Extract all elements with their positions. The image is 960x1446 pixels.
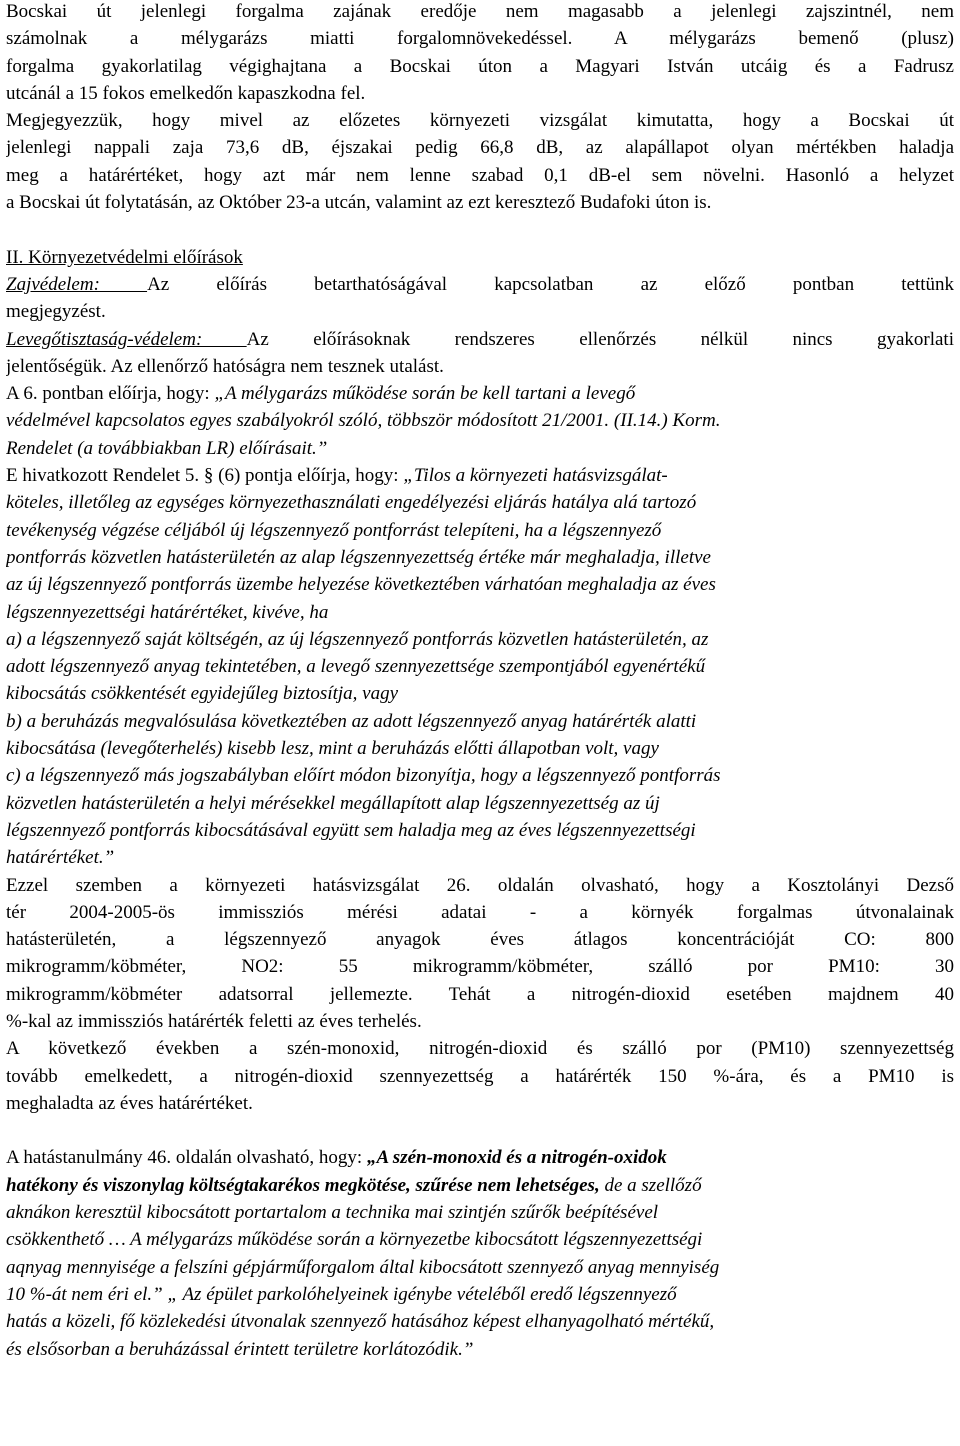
noise-protection-line — [6, 271, 954, 298]
quote-line: határértéket.” — [6, 847, 115, 869]
point-6-line — [6, 380, 954, 407]
decree-quote-block — [6, 489, 954, 871]
text-line: forgalma gyakorlatilag végighajtana a Bocskai úton a Magyari István utcáig és a Fadrusz — [6, 55, 954, 77]
text-line: %-kal az immissziós határérték feletti az éves terhelés. — [6, 1010, 422, 1032]
impact-study-quote: „A szén-monoxid és a nitrogén-oxidok — [366, 1147, 667, 1169]
quote-line: Rendelet (a továbbiakban LR) előírásait.” — [6, 437, 328, 459]
air-quality-label: Levegőtisztaság-védelem: — [6, 328, 247, 350]
text-line: meghaladta az éves határértéket. — [6, 1092, 253, 1114]
quote-line: a) a légszennyező saját költségén, az új légszennyező pontforrás közvetlen hatásterületén, az — [6, 628, 709, 650]
paragraph-impact-study — [6, 1144, 954, 1362]
text-line: mikrogramm/köbméter adatsorral jellemezte. Tehát a nitrogén-dioxid esetében majdnem 40 — [6, 983, 954, 1005]
paragraph-gap — [6, 1117, 954, 1144]
impact-study-quote-cont: de a szellőző — [599, 1174, 702, 1196]
quote-line: adott légszennyező anyag tekintetében, a levegő szennyezettsége szempontjából egyenértékű — [6, 656, 706, 678]
quote-line: köteles, illetőleg az egységes környezethasználati engedélyezési eljárás hatálya alá tartozó — [6, 492, 697, 514]
text-line: Megjegyezzük, hogy mivel az előzetes környezeti vizsgálat kimutatta, hogy a Bocskai út — [6, 110, 954, 132]
point-6-quote: „A mélygarázs működése során be kell tartani a levegő — [214, 383, 636, 405]
quote-line: közvetlen hatásterületén a helyi mérésekkel megállapított alap légszennyezettség az új — [6, 792, 660, 814]
paragraph-noise-baseline — [6, 107, 954, 216]
text-line: tér 2004-2005-ös immissziós mérési adatai - a környék forgalmas útvonalainak — [6, 901, 954, 923]
quote-line: az új légszennyező pontforrás üzembe helyezése következtében várhatóan meghaladja az éves — [6, 574, 716, 596]
quote-line: kibocsátás csökkentését egyidejűleg biztosítja, vagy — [6, 683, 399, 705]
quote-line: aknákon keresztül kibocsátott portartalom a technika mai szintjén szűrők beépítésével — [6, 1202, 659, 1224]
text-line: mikrogramm/köbméter, NO2: 55 mikrogramm/köbméter, szálló por PM10: 30 — [6, 956, 954, 978]
quote-line: aqnyag mennyisége a felszíni gépjárműforgalom által kibocsátott szennyező anyag mennyiség — [6, 1256, 720, 1278]
section-environmental-rules — [6, 244, 954, 872]
noise-protection-label: Zajvédelem: — [6, 273, 148, 295]
noise-protection-text: Az előírás betarthatóságával kapcsolatban az előző pontban tettünk — [147, 273, 954, 295]
impact-study-prefix: A hatástanulmány 46. oldalán olvasható, hogy: — [6, 1147, 367, 1169]
document-page — [6, 0, 954, 1363]
quote-line: b) a beruházás megvalósulása következtében az adott légszennyező anyag határérték alatti — [6, 710, 697, 732]
impact-study-line — [6, 1144, 954, 1171]
air-quality-text: Az előírásoknak rendszeres ellenőrzés nélkül nincs gyakorlati — [246, 328, 954, 350]
text-line: megjegyzést. — [6, 301, 106, 323]
text-line: jelenlegi nappali zaja 73,6 dB, éjszakai pedig 66,8 dB, az alapállapot olyan mértékben haladja — [6, 137, 954, 159]
decree-prefix: E hivatkozott Rendelet 5. § (6) pontja előírja, hogy: — [6, 465, 404, 487]
quote-line: kibocsátása (levegőterhelés) kisebb lesz, mint a beruházás előtti állapotban volt, vagy — [6, 738, 659, 760]
paragraph-pollution-increase — [6, 1035, 954, 1117]
decree-quote: „Tilos a környezeti hatásvizsgálat- — [403, 465, 668, 487]
quote-line: 10 %-át nem éri el.” „ Az épület parkolóhelyeinek igénybe vételéből eredő légszennyező — [6, 1283, 677, 1305]
quote-line: és elsősorban a beruházással érintett területre korlátozódik.” — [6, 1338, 474, 1360]
quote-line: tevékenység végzése céljából új légszennyező pontforrást telepíteni, ha a légszennyező — [6, 519, 662, 541]
quote-line: védelmével kapcsolatos egyes szabályokról szóló, többször módosított 21/2001. (II.14.) Korm. — [6, 410, 721, 432]
text-line: A következő években a szén-monoxid, nitrogén-dioxid és szálló por (PM10) szennyezettség — [6, 1038, 954, 1060]
text-line: hatásterületén, a légszennyező anyagok éves átlagos koncentrációját CO: 800 — [6, 929, 954, 951]
quote-line: csökkenthető … A mélygarázs működése során a környezetbe kibocsátott légszennyezettségi — [6, 1229, 703, 1251]
air-quality-line — [6, 326, 954, 353]
text-line: tovább emelkedett, a nitrogén-dioxid szennyezettség a határérték 150 %-ára, és a PM10 is — [6, 1065, 954, 1087]
text-line: meg a határértéket, hogy azt már nem lenne szabad 0,1 dB-el sem növelni. Hasonló a helyzet — [6, 164, 954, 186]
section-heading: II. Környezetvédelmi előírások — [6, 246, 243, 268]
impact-study-emphasis: hatékony és viszonylag költségtakarékos megkötése, szűrése nem lehetséges, — [6, 1174, 600, 1196]
text-line: a Bocskai út folytatásán, az Október 23-a utcán, valamint az ezt keresztező Budafoki úton is. — [6, 192, 712, 214]
text-line: Ezzel szemben a környezeti hatásvizsgálat 26. oldalán olvasható, hogy a Kosztolányi Dezső — [6, 874, 954, 896]
quote-line: hatás a közeli, fő közlekedési útvonalak szennyező hatásához képest elhanyagolható mértékű, — [6, 1311, 715, 1333]
quote-line: légszennyező pontforrás kibocsátásával együtt sem haladja meg az éves légszennyezettségi — [6, 819, 696, 841]
decree-line — [6, 462, 954, 489]
paragraph-immission-data — [6, 872, 954, 1036]
quote-line: légszennyezettségi határértéket, kivéve, ha — [6, 601, 329, 623]
point-6-prefix: A 6. pontban előírja, hogy: — [6, 383, 215, 405]
text-line: Bocskai út jelenlegi forgalma zajának eredője nem magasabb a jelenlegi zajszintnél, nem — [6, 1, 954, 22]
paragraph-gap — [6, 216, 954, 243]
quote-line: c) a légszennyező más jogszabályban előírt módon bizonyítja, hogy a légszennyező pontforrás — [6, 765, 721, 787]
text-line: utcánál a 15 fokos emelkedőn kapaszkodna fel. — [6, 82, 366, 104]
text-line: jelentőségük. Az ellenőrző hatóságra nem tesznek utalást. — [6, 355, 444, 377]
quote-line: pontforrás közvetlen hatásterületén az alap légszennyezettség értéke már meghaladja, illetve — [6, 546, 711, 568]
impact-study-line — [6, 1172, 954, 1199]
text-line: számolnak a mélygarázs miatti forgalomnövekedéssel. A mélygarázs bemenő (plusz) — [6, 28, 954, 50]
paragraph-traffic-noise — [6, 0, 954, 107]
